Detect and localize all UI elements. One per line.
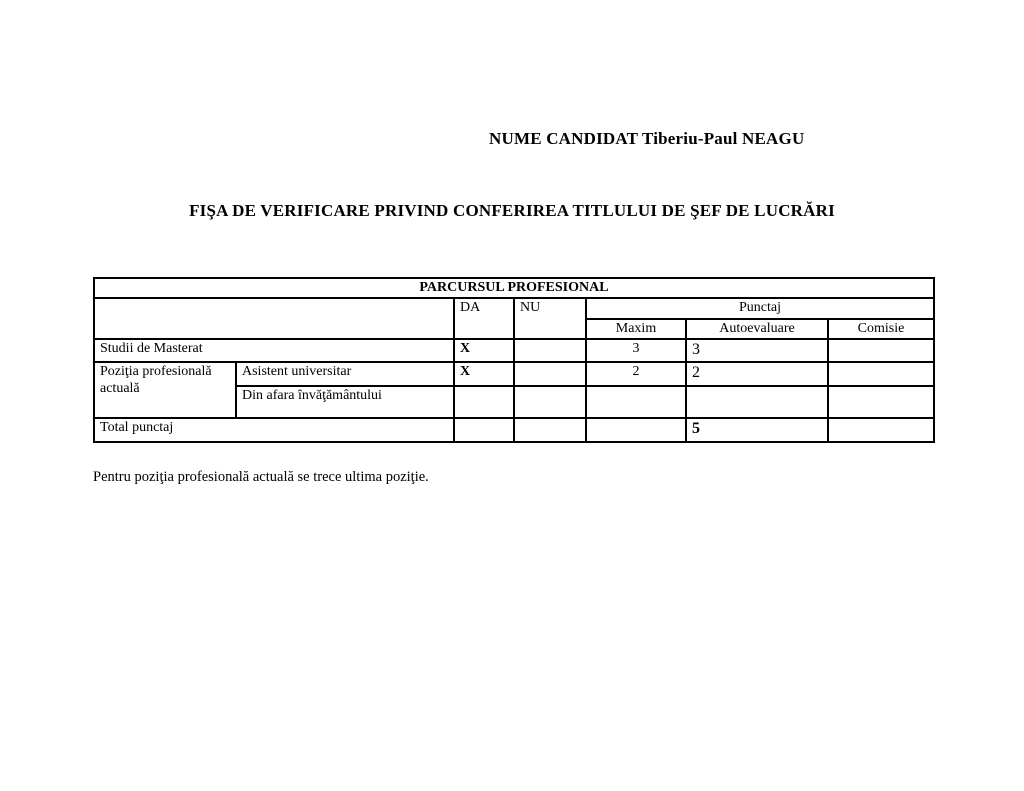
total-label: Total punctaj: [94, 418, 454, 442]
din-afara-comisie-cell: [828, 386, 934, 418]
header-autoevaluare: Autoevaluare: [686, 319, 828, 339]
row-total-punctaj: [94, 418, 934, 442]
din-afara-da-cell: [454, 386, 514, 418]
total-autoevaluare: 5: [686, 418, 828, 442]
studii-da-mark: X: [454, 339, 514, 362]
asistent-da-mark: X: [454, 362, 514, 386]
studii-label: Studii de Masterat: [94, 339, 454, 362]
asistent-label: Asistent universitar: [236, 362, 454, 386]
pozitia-label: Poziţia profesională actuală: [94, 362, 236, 418]
candidate-name-line: NUME CANDIDAT Tiberiu-Paul NEAGU: [489, 129, 805, 148]
header-punctaj: Punctaj: [586, 298, 934, 319]
studii-comisie-cell: [828, 339, 934, 362]
header-nu: NU: [514, 298, 586, 339]
header-maxim: Maxim: [586, 319, 686, 339]
total-nu-cell: [514, 418, 586, 442]
asistent-maxim: 2: [586, 362, 686, 386]
table-title: PARCURSUL PROFESIONAL: [94, 278, 934, 298]
din-afara-autoevaluare-cell: [686, 386, 828, 418]
din-afara-nu-cell: [514, 386, 586, 418]
header-da: DA: [454, 298, 514, 339]
footnote-text: Pentru poziţia profesională actuală se trece ultima poziţie.: [93, 469, 429, 485]
header-empty-cell: [94, 298, 454, 339]
form-title: FIŞA DE VERIFICARE PRIVIND CONFERIREA TITLULUI DE ŞEF DE LUCRĂRI: [189, 201, 835, 220]
row-asistent-universitar: [94, 362, 934, 386]
din-afara-label: Din afara învăţământului: [236, 386, 454, 418]
studii-nu-cell: [514, 339, 586, 362]
studii-maxim: 3: [586, 339, 686, 362]
total-comisie-cell: [828, 418, 934, 442]
asistent-autoevaluare: 2: [686, 362, 828, 386]
total-da-cell: [454, 418, 514, 442]
header-row-da-nu: [94, 298, 934, 319]
parcurs-profesional-table: [93, 277, 935, 443]
header-comisie: Comisie: [828, 319, 934, 339]
din-afara-maxim-cell: [586, 386, 686, 418]
row-studii-masterat: [94, 339, 934, 362]
total-maxim-cell: [586, 418, 686, 442]
table-title-row: [94, 278, 934, 298]
studii-autoevaluare: 3: [686, 339, 828, 362]
asistent-comisie-cell: [828, 362, 934, 386]
asistent-nu-cell: [514, 362, 586, 386]
